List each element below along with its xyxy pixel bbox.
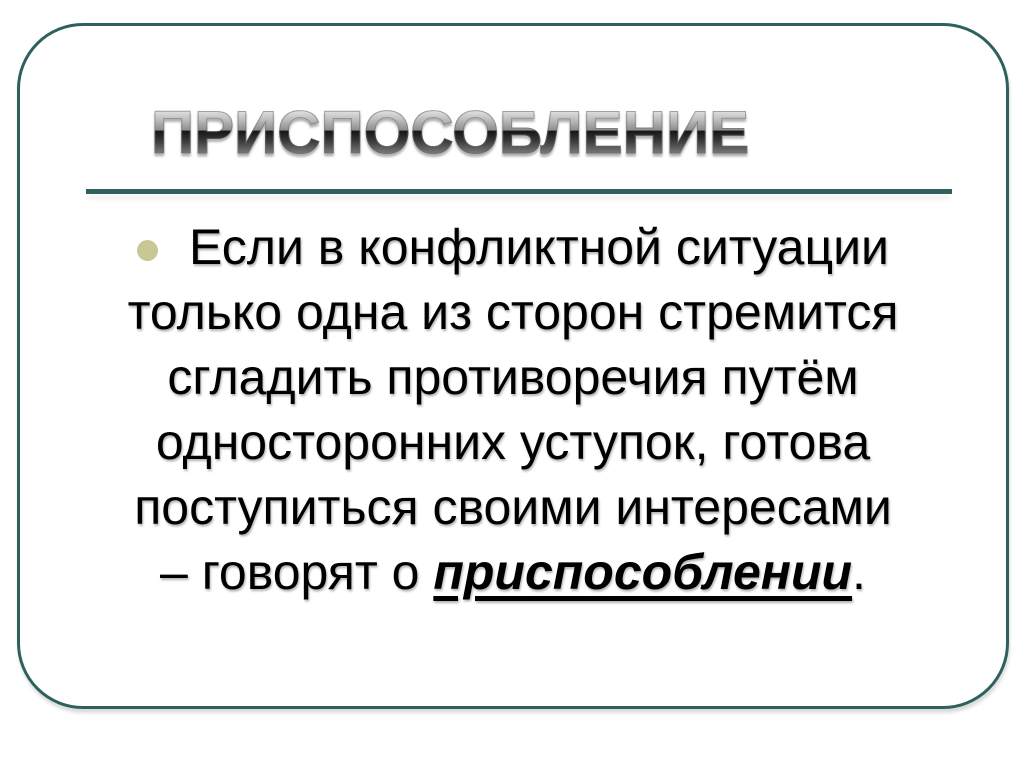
emphasized-term: приспособлении <box>433 544 853 600</box>
body-line <box>20 215 1006 280</box>
last-line-suffix: . <box>852 544 866 600</box>
slide-body-text <box>20 215 1006 605</box>
body-line: сгладить противоречия путём <box>167 349 859 405</box>
title-divider-rule <box>86 189 952 194</box>
circle-bullet-icon <box>137 240 158 261</box>
body-line: односторонних уступок, готова <box>155 414 871 470</box>
last-line-prefix: – говорят о <box>160 544 434 600</box>
body-line: поступиться своими интересами <box>134 479 892 535</box>
body-line <box>20 540 1006 605</box>
slide-frame <box>17 23 1009 709</box>
body-line-text: Если в конфликтной ситуации <box>189 219 889 275</box>
slide-title: ПРИСПОСОБЛЕНИЕ <box>151 99 750 166</box>
body-line: только одна из сторон стремится <box>127 284 899 340</box>
